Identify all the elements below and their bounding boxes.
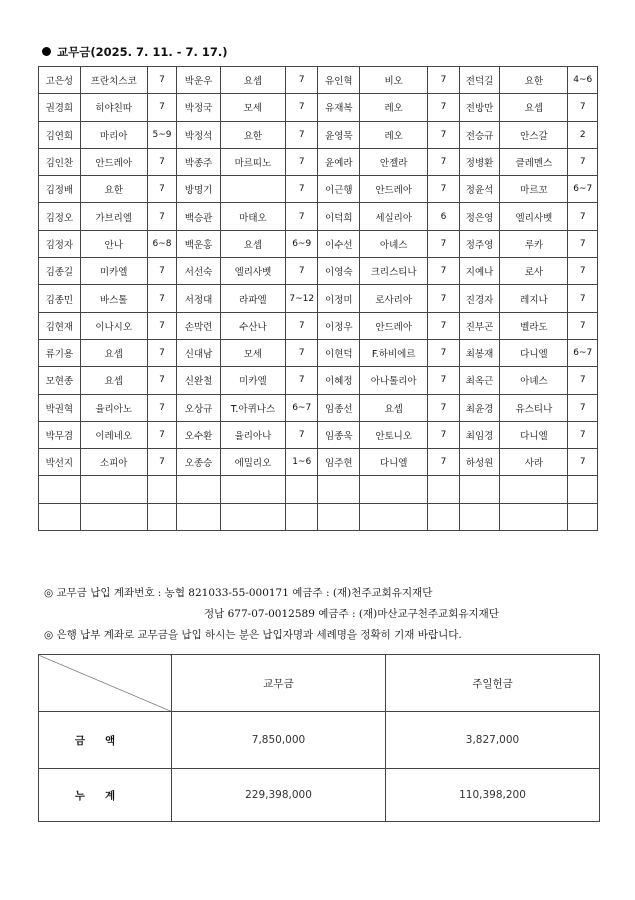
table-row xyxy=(39,94,598,121)
months-cell: 7 xyxy=(147,449,176,476)
baptismal-name-cell: 레오 xyxy=(360,94,428,121)
name-cell: 손막련 xyxy=(177,312,221,339)
name-cell: 정주영 xyxy=(459,230,500,257)
name-cell: 하성원 xyxy=(459,449,500,476)
baptismal-name-cell: 요한 xyxy=(220,121,285,148)
empty-cell xyxy=(220,503,285,530)
baptismal-name-cell: 아녜스 xyxy=(360,230,428,257)
baptismal-name-cell: 레오 xyxy=(360,121,428,148)
name-cell: 최봉재 xyxy=(459,339,500,366)
name-cell: 오수환 xyxy=(177,421,221,448)
months-cell: 7 xyxy=(428,176,460,203)
baptismal-name-cell: 엘리사벳 xyxy=(220,258,285,285)
name-cell: 최옥근 xyxy=(459,367,500,394)
baptismal-name-cell: 라파엘 xyxy=(220,285,285,312)
months-cell: 7 xyxy=(568,367,598,394)
name-cell: 이현덕 xyxy=(318,339,360,366)
baptismal-name-cell: 로사리아 xyxy=(360,285,428,312)
months-cell: 7 xyxy=(285,176,318,203)
baptismal-name-cell: 마르꼬 xyxy=(500,176,568,203)
months-cell: 7 xyxy=(568,421,598,448)
empty-cell xyxy=(568,476,598,503)
months-cell: 7 xyxy=(428,421,460,448)
baptismal-name-cell: 사라 xyxy=(500,449,568,476)
months-cell: 6~9 xyxy=(285,230,318,257)
baptismal-name-cell: 다니엘 xyxy=(500,339,568,366)
name-cell: 이근행 xyxy=(318,176,360,203)
name-cell: 이덕희 xyxy=(318,203,360,230)
baptismal-name-cell: 에밀리오 xyxy=(220,449,285,476)
months-cell: 6~7 xyxy=(568,339,598,366)
name-cell: 이정미 xyxy=(318,285,360,312)
amount-label: 금액 xyxy=(39,712,172,769)
diagonal-cell xyxy=(39,655,172,712)
empty-cell xyxy=(500,476,568,503)
name-cell: 임종선 xyxy=(318,394,360,421)
months-cell: 7 xyxy=(568,258,598,285)
months-cell: 6~8 xyxy=(147,230,176,257)
total-offering: 229,398,000 xyxy=(172,769,386,822)
empty-cell xyxy=(360,476,428,503)
months-cell: 7 xyxy=(285,312,318,339)
baptismal-name-cell: 이레네오 xyxy=(80,421,147,448)
name-cell: 전방만 xyxy=(459,94,500,121)
months-cell: 7 xyxy=(428,121,460,148)
baptismal-name-cell: 엘리사벳 xyxy=(500,203,568,230)
empty-row xyxy=(39,476,598,503)
baptismal-name-cell: 미카엘 xyxy=(80,258,147,285)
name-cell: 김연희 xyxy=(39,121,81,148)
months-cell: 7 xyxy=(285,148,318,175)
months-cell: 7 xyxy=(428,258,460,285)
months-cell: 4~6 xyxy=(568,67,598,94)
months-cell: 7 xyxy=(147,394,176,421)
table-row xyxy=(39,148,598,175)
empty-cell xyxy=(80,503,147,530)
name-cell: 윤예라 xyxy=(318,148,360,175)
months-cell: 7 xyxy=(147,367,176,394)
summary-table xyxy=(38,654,600,822)
empty-cell xyxy=(177,503,221,530)
name-cell: 박무겸 xyxy=(39,421,81,448)
baptismal-name-cell: 율리아나 xyxy=(220,421,285,448)
name-cell: 이혜정 xyxy=(318,367,360,394)
baptismal-name-cell: 클레멘스 xyxy=(500,148,568,175)
name-cell: 방명기 xyxy=(177,176,221,203)
baptismal-name-cell: 유스티나 xyxy=(500,394,568,421)
empty-cell xyxy=(177,476,221,503)
name-cell: 이영숙 xyxy=(318,258,360,285)
months-cell: 7 xyxy=(568,449,598,476)
baptismal-name-cell: 로사 xyxy=(500,258,568,285)
empty-cell xyxy=(285,503,318,530)
baptismal-name-cell: 안드레아 xyxy=(360,312,428,339)
table-row xyxy=(39,285,598,312)
baptismal-name-cell: 모세 xyxy=(220,94,285,121)
name-cell: 모현종 xyxy=(39,367,81,394)
baptismal-name-cell: 수산나 xyxy=(220,312,285,339)
baptismal-name-cell: 안스갈 xyxy=(500,121,568,148)
months-cell: 5~9 xyxy=(147,121,176,148)
baptismal-name-cell: 안드레아 xyxy=(80,148,147,175)
name-cell: 박운우 xyxy=(177,67,221,94)
months-cell: 7 xyxy=(285,367,318,394)
name-cell: 정은영 xyxy=(459,203,500,230)
name-cell: 김인찬 xyxy=(39,148,81,175)
months-cell: 7 xyxy=(147,312,176,339)
name-cell: 박정국 xyxy=(177,94,221,121)
table-row xyxy=(39,258,598,285)
months-cell: 7 xyxy=(428,394,460,421)
months-cell: 7~12 xyxy=(285,285,318,312)
empty-cell xyxy=(318,476,360,503)
baptismal-name-cell: 레지나 xyxy=(500,285,568,312)
baptismal-name-cell: 바스톨 xyxy=(80,285,147,312)
empty-cell xyxy=(428,503,460,530)
name-cell: 오종승 xyxy=(177,449,221,476)
months-cell: 7 xyxy=(428,94,460,121)
name-cell: 오상규 xyxy=(177,394,221,421)
months-cell: 7 xyxy=(568,285,598,312)
baptismal-name-cell: 소피아 xyxy=(80,449,147,476)
name-cell: 진경자 xyxy=(459,285,500,312)
months-cell: 1~6 xyxy=(285,449,318,476)
name-cell: 최윤경 xyxy=(459,394,500,421)
name-cell: 백운홍 xyxy=(177,230,221,257)
name-cell: 박종주 xyxy=(177,148,221,175)
account-info-line2: 정남 677-07-0012589 예금주 : (재)마산교구천주교회유지재단 xyxy=(204,608,499,620)
amount-offering: 7,850,000 xyxy=(172,712,386,769)
account-info-line1: ◎ 교무금 납입 계좌번호 : 농협 821033-55-000171 예금주 : (재)천주교회유지재단 xyxy=(44,587,433,599)
empty-cell xyxy=(39,476,81,503)
months-cell: 7 xyxy=(147,258,176,285)
months-cell: 2 xyxy=(568,121,598,148)
baptismal-name-cell: 요한 xyxy=(80,176,147,203)
empty-cell xyxy=(220,476,285,503)
name-cell: 유인혁 xyxy=(318,67,360,94)
baptismal-name-cell: 안나 xyxy=(80,230,147,257)
months-cell: 6~7 xyxy=(285,394,318,421)
baptismal-name-cell: 크리스티나 xyxy=(360,258,428,285)
donation-table xyxy=(38,66,598,531)
name-cell: 고은성 xyxy=(39,67,81,94)
empty-cell xyxy=(147,476,176,503)
baptismal-name-cell xyxy=(220,176,285,203)
baptismal-name-cell: 안드레아 xyxy=(360,176,428,203)
months-cell: 7 xyxy=(428,148,460,175)
months-cell: 7 xyxy=(428,339,460,366)
total-row xyxy=(39,769,600,822)
empty-cell xyxy=(459,476,500,503)
baptismal-name-cell: 요한 xyxy=(500,67,568,94)
total-sunday: 110,398,200 xyxy=(386,769,600,822)
baptismal-name-cell: 벨라도 xyxy=(500,312,568,339)
months-cell: 7 xyxy=(285,67,318,94)
baptismal-name-cell: 안젤라 xyxy=(360,148,428,175)
title-text: 교무금(2025. 7. 11. - 7. 17.) xyxy=(57,45,228,59)
baptismal-name-cell: 요셉 xyxy=(80,367,147,394)
baptismal-name-cell: 다니엘 xyxy=(500,421,568,448)
name-cell: 김종민 xyxy=(39,285,81,312)
months-cell: 7 xyxy=(428,67,460,94)
empty-cell xyxy=(147,503,176,530)
baptismal-name-cell: 비오 xyxy=(360,67,428,94)
amount-sunday: 3,827,000 xyxy=(386,712,600,769)
name-cell: 신대남 xyxy=(177,339,221,366)
baptismal-name-cell: 아나톨리아 xyxy=(360,367,428,394)
table-row xyxy=(39,421,598,448)
months-cell: 7 xyxy=(428,285,460,312)
header-sunday-collection: 주일헌금 xyxy=(386,655,600,712)
table-row xyxy=(39,312,598,339)
baptismal-name-cell: 다니엘 xyxy=(360,449,428,476)
name-cell: 지예나 xyxy=(459,258,500,285)
baptismal-name-cell: 루카 xyxy=(500,230,568,257)
name-cell: 이정우 xyxy=(318,312,360,339)
months-cell: 7 xyxy=(147,421,176,448)
name-cell: 전덕길 xyxy=(459,67,500,94)
months-cell: 7 xyxy=(568,94,598,121)
months-cell: 7 xyxy=(147,203,176,230)
summary-header-row xyxy=(39,655,600,712)
name-cell: 백승관 xyxy=(177,203,221,230)
table-row xyxy=(39,121,598,148)
empty-cell xyxy=(500,503,568,530)
baptismal-name-cell: 율리아노 xyxy=(80,394,147,421)
bullet-icon xyxy=(42,47,51,56)
months-cell: 7 xyxy=(568,312,598,339)
months-cell: 7 xyxy=(285,121,318,148)
header-offering: 교무금 xyxy=(172,655,386,712)
months-cell: 7 xyxy=(568,394,598,421)
name-cell: 박권혁 xyxy=(39,394,81,421)
baptismal-name-cell: 요셉 xyxy=(500,94,568,121)
table-row xyxy=(39,203,598,230)
empty-cell xyxy=(80,476,147,503)
amount-row xyxy=(39,712,600,769)
table-row xyxy=(39,230,598,257)
name-cell: 서선숙 xyxy=(177,258,221,285)
baptismal-name-cell: 마리아 xyxy=(80,121,147,148)
name-cell: 윤영묵 xyxy=(318,121,360,148)
name-cell: 김정자 xyxy=(39,230,81,257)
months-cell: 7 xyxy=(285,339,318,366)
baptismal-name-cell: 미카엘 xyxy=(220,367,285,394)
months-cell: 7 xyxy=(568,203,598,230)
baptismal-name-cell: T.아퀴나스 xyxy=(220,394,285,421)
months-cell: 7 xyxy=(285,203,318,230)
name-cell: 류기용 xyxy=(39,339,81,366)
months-cell: 6 xyxy=(428,203,460,230)
baptismal-name-cell: 요셉 xyxy=(360,394,428,421)
name-cell: 신완철 xyxy=(177,367,221,394)
baptismal-name-cell: 마태오 xyxy=(220,203,285,230)
name-cell: 박선지 xyxy=(39,449,81,476)
months-cell: 7 xyxy=(428,449,460,476)
months-cell: 7 xyxy=(428,312,460,339)
months-cell: 7 xyxy=(568,148,598,175)
baptismal-name-cell: 가브리엘 xyxy=(80,203,147,230)
baptismal-name-cell: F.하비에르 xyxy=(360,339,428,366)
months-cell: 7 xyxy=(285,94,318,121)
baptismal-name-cell: 아녜스 xyxy=(500,367,568,394)
table-row xyxy=(39,394,598,421)
table-row xyxy=(39,449,598,476)
name-cell: 정윤석 xyxy=(459,176,500,203)
name-cell: 진부곤 xyxy=(459,312,500,339)
months-cell: 7 xyxy=(285,258,318,285)
name-cell: 이수선 xyxy=(318,230,360,257)
payment-notice: ◎ 은행 납부 계좌로 교무금을 납입 하시는 분은 납입자명과 세례명을 정확히 기재 바랍니다. xyxy=(44,629,462,641)
months-cell: 7 xyxy=(147,176,176,203)
name-cell: 정병환 xyxy=(459,148,500,175)
baptismal-name-cell: 요셉 xyxy=(220,67,285,94)
baptismal-name-cell: 모세 xyxy=(220,339,285,366)
empty-row xyxy=(39,503,598,530)
baptismal-name-cell: 마르띠노 xyxy=(220,148,285,175)
name-cell: 김종길 xyxy=(39,258,81,285)
table-row xyxy=(39,367,598,394)
baptismal-name-cell: 이나시오 xyxy=(80,312,147,339)
empty-cell xyxy=(360,503,428,530)
name-cell: 김정배 xyxy=(39,176,81,203)
baptismal-name-cell: 요셉 xyxy=(80,339,147,366)
name-cell: 임주현 xyxy=(318,449,360,476)
months-cell: 7 xyxy=(147,67,176,94)
name-cell: 박정석 xyxy=(177,121,221,148)
table-row xyxy=(39,339,598,366)
months-cell: 7 xyxy=(147,285,176,312)
name-cell: 서정대 xyxy=(177,285,221,312)
name-cell: 최임경 xyxy=(459,421,500,448)
section-title xyxy=(42,44,228,60)
months-cell: 7 xyxy=(428,230,460,257)
months-cell: 7 xyxy=(428,367,460,394)
months-cell: 7 xyxy=(147,94,176,121)
name-cell: 유재복 xyxy=(318,94,360,121)
baptismal-name-cell: 프란치스코 xyxy=(80,67,147,94)
total-label: 누계 xyxy=(39,769,172,822)
empty-cell xyxy=(39,503,81,530)
months-cell: 7 xyxy=(568,230,598,257)
baptismal-name-cell: 히야친따 xyxy=(80,94,147,121)
baptismal-name-cell: 세실리아 xyxy=(360,203,428,230)
months-cell: 6~7 xyxy=(568,176,598,203)
baptismal-name-cell: 요셉 xyxy=(220,230,285,257)
months-cell: 7 xyxy=(285,421,318,448)
empty-cell xyxy=(568,503,598,530)
empty-cell xyxy=(459,503,500,530)
baptismal-name-cell: 안토니오 xyxy=(360,421,428,448)
empty-cell xyxy=(428,476,460,503)
name-cell: 김정오 xyxy=(39,203,81,230)
name-cell: 전승규 xyxy=(459,121,500,148)
months-cell: 7 xyxy=(147,148,176,175)
name-cell: 김현재 xyxy=(39,312,81,339)
name-cell: 권경희 xyxy=(39,94,81,121)
empty-cell xyxy=(318,503,360,530)
months-cell: 7 xyxy=(147,339,176,366)
name-cell: 임종욱 xyxy=(318,421,360,448)
empty-cell xyxy=(285,476,318,503)
table-row xyxy=(39,67,598,94)
table-row xyxy=(39,176,598,203)
